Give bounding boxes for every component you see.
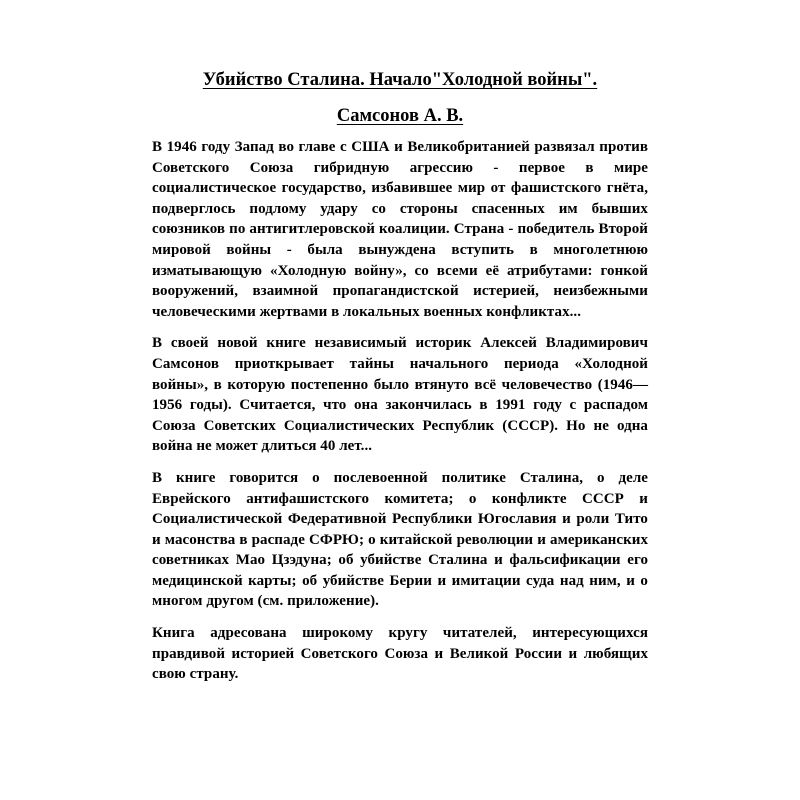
paragraph-3: В книге говорится о послевоенной политике Сталина, о деле Еврейского антифашистского комитета; о конфликте СССР и Социалистической Федеративной Республики Югославия и роли Тито и масонства в распаде СФРЮ; о китайской революции и американских советниках Мао Цзэдуна; об убийстве Сталина и фальсификации его медицинской карты; об убийстве Берии и имитации суда над ним, и о многом другом (см. приложение). bbox=[152, 469, 648, 610]
document-title: Убийство Сталина. Начало"Холодной войны". bbox=[202, 70, 598, 90]
paragraph-2: В своей новой книге независимый историк Алексей Владимирович Самсонов приоткрывает тайны начального периода «Холодной войны», в которую постепенно было втянуто всё человечество (1946—1956 годы). Считается, что она закончилась в 1991 году с распадом Союза Советских Социалистических Республик (СССР). Но не одна война не может длиться 40 лет... bbox=[152, 335, 648, 455]
document-author: Самсонов А. В. bbox=[336, 106, 464, 126]
paragraph-1: В 1946 году Запад во главе с США и Великобританией развязал против Советского Союза гибридную агрессию - первое в мире социалистическое государство, избавившее мир от фашистского гнёта, подверглось подлому удару со стороны спасенных им бывших союзников по антигитлеровской коалиции. Страна - победитель Второй мировой войны - была вынуждена вступить в многолетнюю изматывающую «Холодную войну», со всеми её атрибутами: гонкой вооружений, взаимной пропагандистской истерией, неизбежными человеческими жертвами в локальных военных конфликтах... bbox=[152, 139, 648, 320]
paragraph-4: Книга адресована широкому кругу читателей, интересующихся правдивой историей Советского Союза и Великой России и любящих свою страну. bbox=[152, 625, 648, 683]
